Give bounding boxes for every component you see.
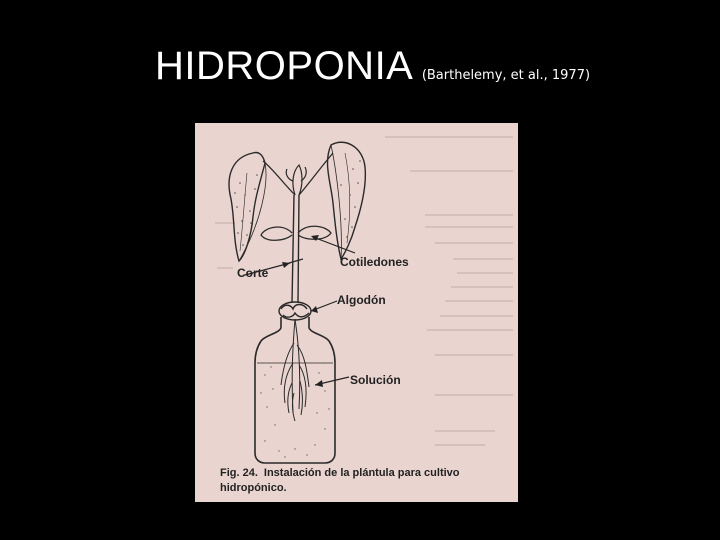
title-text: HIDROPONIA — [155, 44, 414, 88]
cotyledons — [261, 226, 331, 240]
right-leaf — [328, 142, 366, 259]
citation-text: (Barthelemy, et al., 1977) — [421, 68, 591, 83]
right-leaf-stipple — [340, 160, 361, 238]
label-corte: Corte — [237, 266, 269, 280]
cotton-plug — [279, 302, 311, 320]
slide-title — [155, 44, 590, 89]
roots — [281, 319, 309, 421]
label-algodon: Algodón — [337, 293, 386, 307]
figure-scan — [195, 123, 518, 502]
plant-bottle-illustration — [195, 123, 518, 502]
arrowheads — [282, 235, 323, 387]
cut-mark — [289, 259, 303, 263]
solution-stipple — [260, 362, 329, 457]
caption-number: Fig. 24. — [220, 467, 258, 479]
left-leaf — [229, 152, 266, 261]
stem — [292, 195, 299, 303]
figure-caption — [220, 466, 512, 496]
petioles — [263, 153, 333, 195]
caption-text: Instalación de la plántula para cultivo hidropónico. — [220, 467, 460, 494]
bottle — [255, 317, 335, 463]
label-cotiledones: Cotiledones — [340, 255, 409, 269]
label-solucion: Solución — [350, 373, 401, 387]
